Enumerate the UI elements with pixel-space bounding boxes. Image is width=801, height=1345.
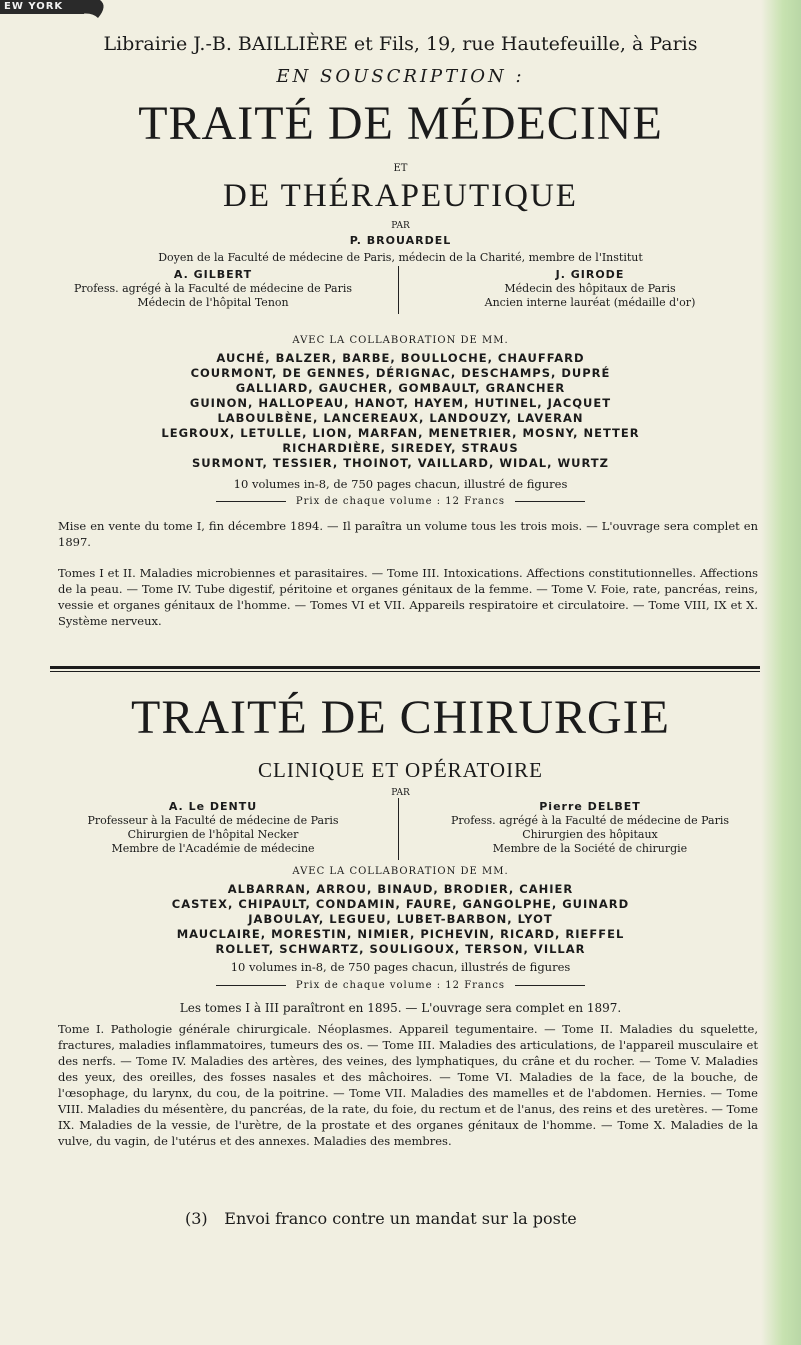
medecine-collaboration-label: AVEC LA COLLABORATION DE MM. (292, 335, 509, 346)
author-title: Profess. agrégé à la Faculté de médecine de Paris (450, 814, 730, 827)
medecine-director-desc: Doyen de la Faculté de médecine de Paris, médecin de la Charité, membre de l'Institut (158, 251, 643, 264)
chirurgie-collaboration-label: AVEC LA COLLABORATION DE MM. (292, 866, 509, 877)
collaborator-line: ALBARRAN, ARROU, BINAUD, BRODIER, CAHIER (227, 882, 574, 896)
chirurgie-par: PAR (391, 788, 410, 798)
collaborator-line: ROLLET, SCHWARTZ, SOULIGOUX, TERSON, VILLAR (215, 942, 586, 956)
collaborator-line: JABOULAY, LEGUEU, LUBET-BARBON, LYOT (248, 912, 553, 926)
medecine-title: TRAITÉ DE MÉDECINE (138, 97, 663, 150)
chirurgie-price (20, 980, 781, 991)
author-post: Chirurgien des hôpitaux (522, 828, 658, 841)
section-divider (50, 666, 760, 669)
chirurgie-tomes: Tome I. Pathologie générale chirurgicale. Néoplasmes. Appareil tegumentaire. — Tome II. Maladies du squelette, fractures, maladies inflammatoires, tumeurs des os. — Tome III. Maladies des articulations, de l'appareil musculaire et des nerfs. — Tome IV. Maladies des artères, des veines, des lymphatiques, du crâne et du rocher. — Tome V. Maladies des yeux, des oreilles, des fosses nasales et des mâchoires. — Tome VI. Maladies de la face, de la bouche, de l'œsophage, du larynx, du cou, de la poitrine. — Tome VII. Maladies des mamelles et de l'abdomen. Hernies. — Tome VIII. Maladies du mésentère, du pancréas, de la rate, du foie, du rectum et de l'anus, des reins et des uretères. — Tome IX. Maladies de la vessie, de l'urètre, de la prostate et des organes génitaux de l'homme. — Tome X. Maladies de la vulve, du vagin, de l'utérus et des annexes. Maladies des membres. (58, 1022, 758, 1148)
column-divider (398, 798, 399, 860)
medecine-tomes: Tomes I et II. Maladies microbiennes et parasitaires. — Tome III. Intoxications. Affections constitutionnelles. Affections de la peau. — Tome IV. Tube digestif, péritoine et organes génitaux de la femme. — Tome V. Foie, rate, pancréas, reins, vessie et organes génitaux de l'homme. — Tomes VI et VII. Appareils respiratoire et circulatoire. — Tome VIII, IX et X. Système nerveux. (58, 566, 758, 628)
collaborator-line: COURMONT, DE GENNES, DÉRIGNAC, DESCHAMPS, DUPRÉ (190, 366, 611, 380)
author-title: Médecin des hôpitaux de Paris (504, 282, 676, 295)
collaborator-line: SURMONT, TESSIER, THOINOT, VAILLARD, WIDAL, WURTZ (191, 456, 609, 470)
library-stamp: EW YORK (0, 0, 84, 14)
medecine-author-left (58, 268, 368, 310)
medecine-price (20, 496, 781, 507)
author-name: A. GILBERT (173, 268, 253, 281)
medecine-director: P. BROUARDEL (349, 234, 452, 247)
author-name: A. Le DENTU (168, 800, 258, 813)
author-member: Membre de la Société de chirurgie (492, 842, 688, 855)
chirurgie-author-right (420, 800, 760, 856)
publisher-line: Librairie J.-B. BAILLIÈRE et Fils, 19, rue Hautefeuille, à Paris (103, 33, 698, 55)
collaborator-line: LABOULBÈNE, LANCEREAUX, LANDOUZY, LAVERAN (217, 411, 584, 425)
author-name: Pierre DELBET (539, 800, 641, 813)
collaborator-line: CASTEX, CHIPAULT, CONDAMIN, FAURE, GANGOLPHE, GUINARD (171, 897, 630, 911)
collaborator-line: AUCHÉ, BALZER, BARBE, BOULLOCHE, CHAUFFARD (216, 351, 585, 365)
collaborator-line: RICHARDIÈRE, SIREDEY, STRAUS (282, 441, 519, 455)
author-title: Professeur à la Faculté de médecine de Paris (87, 814, 339, 827)
medecine-et: ET (393, 163, 408, 174)
author-post: Chirurgien de l'hôpital Necker (127, 828, 299, 841)
collaborator-line: GALLIARD, GAUCHER, GOMBAULT, GRANCHER (235, 381, 566, 395)
medecine-volumes: 10 volumes in-8, de 750 pages chacun, illustré de figures (233, 477, 568, 491)
author-post: Ancien interne lauréat (médaille d'or) (484, 296, 696, 309)
medecine-collaborators (20, 351, 781, 471)
stamp-curl-icon (80, 0, 108, 20)
footer-note: Envoi franco contre un mandat sur la poste (224, 1209, 577, 1228)
author-post: Médecin de l'hôpital Tenon (137, 296, 289, 309)
author-title: Profess. agrégé à la Faculté de médecine de Paris (73, 282, 353, 295)
chirurgie-collaborators (20, 882, 781, 957)
price-text: Prix de chaque volume : 12 Francs (295, 980, 506, 991)
chirurgie-subtitle: CLINIQUE ET OPÉRATOIRE (258, 758, 543, 782)
medecine-author-right (420, 268, 760, 310)
author-name: J. GIRODE (555, 268, 625, 281)
souscription-label: EN SOUSCRIPTION : (276, 66, 525, 87)
collaborator-line: LEGROUX, LETULLE, LION, MARFAN, MENETRIER, MOSNY, NETTER (161, 426, 640, 440)
chirurgie-volumes: 10 volumes in-8, de 750 pages chacun, illustrés de figures (230, 960, 571, 974)
chirurgie-author-left (58, 800, 368, 856)
author-member: Membre de l'Académie de médecine (111, 842, 315, 855)
collaborator-line: MAUCLAIRE, MORESTIN, NIMIER, PICHEVIN, RICARD, RIEFFEL (176, 927, 625, 941)
medecine-par: PAR (391, 221, 410, 231)
medecine-subtitle: DE THÉRAPEUTIQUE (223, 178, 578, 214)
page-number: (3) (185, 1209, 208, 1228)
section-divider-thin (50, 671, 760, 672)
chirurgie-release-note: Les tomes I à III paraîtront en 1895. — L'ouvrage sera complet en 1897. (179, 1001, 622, 1015)
price-text: Prix de chaque volume : 12 Francs (295, 496, 506, 507)
chirurgie-title: TRAITÉ DE CHIRURGIE (131, 691, 670, 744)
medecine-release-note: Mise en vente du tome I, fin décembre 1894. — Il paraîtra un volume tous les trois mois. — L'ouvrage sera complet en 1897. (58, 519, 758, 549)
collaborator-line: GUINON, HALLOPEAU, HANOT, HAYEM, HUTINEL, JACQUET (189, 396, 612, 410)
column-divider (398, 266, 399, 314)
